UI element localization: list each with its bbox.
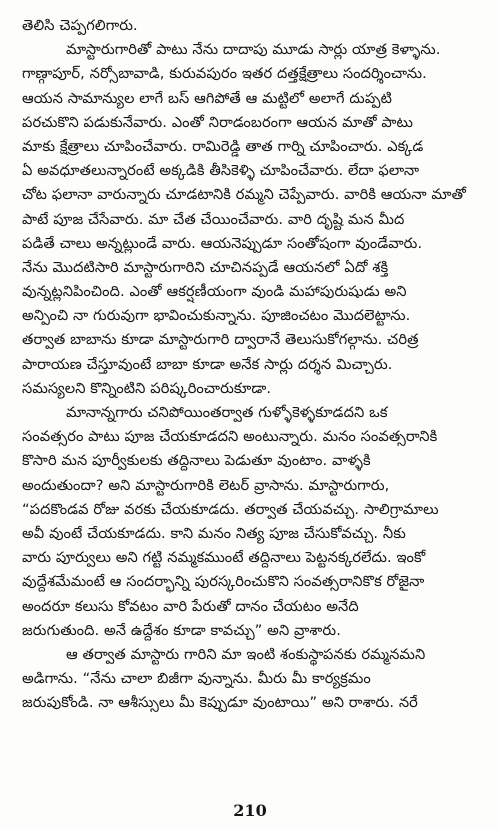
text-line: వారు పూర్వులు అని గట్టి నమ్మకముంటే తద్దినాలు పెట్టనక్కరలేదు. ఇంకో xyxy=(22,549,426,567)
text-line: వున్నట్లనిపించింది. ఎంతో ఆకర్షణీయంగా వుండి మహాపురుషుడు అని xyxy=(22,283,407,301)
text-line: వుద్దేశమేమంటే ఆ సందర్భాన్ని పురస్కరించుకొని సంవత్సరానికొక రోజైనా xyxy=(22,573,425,591)
text-line: అందరూ కలుసు కోవటం వారి పేరుతో దానం చేయటం అనేది xyxy=(22,597,359,615)
page-number: 210 xyxy=(233,801,267,820)
text-line: అన్పించి నా గురువుగా భావించుకున్నాను. పూజించటం మొదలెట్టాను. xyxy=(22,307,411,325)
text-line: తర్వాత బాబాను కూడా మాస్టారుగారి ద్వారానే తెలుసుకోగల్గాను. చరిత్ర xyxy=(22,331,419,349)
text-line: చోట ఫలానా వారున్నారు చూడటానికి రమ్మని చెప్పేవారు. వారికి ఆయనా మాతో xyxy=(22,186,466,204)
text-line: మాస్టారుగారితో పాటు నేను దాదాపు మూడు సార్లు యాత్ర కెళ్ళాను. xyxy=(66,41,441,59)
text-line: సమస్యలని కొన్నింటిని పరిష్కరించారుకూడా. xyxy=(22,379,272,397)
text-line: మానాన్నగారు చనిపోయింతర్వాత గుళ్ళోకెళ్ళకూడదని ఒక xyxy=(66,404,388,421)
text-line: అడిగాను. “నేను చాలా బిజీగా వున్నాను. మీరు మీ కార్యక్రమం xyxy=(22,670,371,688)
text-line: నేను మొదటిసారి మాస్టారుగారిని చూచినప్పడే ఆయనలో ఏదో శక్తి xyxy=(22,258,389,276)
text-line: తెలిసి చెప్పగలిగారు. xyxy=(22,17,138,34)
text-line: సంవత్సరం పాటు పూజ చేయకూడదని అంటున్నారు. మనం సంవత్సరానికి xyxy=(22,428,438,446)
text-line: జరుగుతుంది. అనే ఉద్దేశం కూడా కావచ్చు” అని వ్రాశారు. xyxy=(22,621,341,639)
text-line: అవీ వుంటే చేయకూడదు. కాని మనం నిత్య పూజ చేసుకోవచ్చు. నీకు xyxy=(22,524,406,542)
text-line: గాణ్గాపూర్, నర్సోబావాడి, కురువపురం ఇతర దత్తక్షేత్రాలు సందర్శించాను. xyxy=(22,65,427,83)
body-text xyxy=(22,14,488,715)
text-line: పడితే చాలు అన్నట్లుండే వారు. ఆయనెప్పుడూ సంతోషంగా వుండేవారు. xyxy=(22,234,423,252)
text-line: పాటే పూజ చేసేవారు. మా చేత చేయించేవారు. వారి దృష్టి మన మీద xyxy=(22,210,405,228)
text-line: ఆ తర్వాత మాస్టారు గారిని మా ఇంటి శంకుస్థాపనకు రమ్మనమని xyxy=(66,645,426,663)
text-line: కొసారి మన పూర్వీకులకు తద్దినాలు పెడుతూ వుంటాం. వాళ్ళకి xyxy=(22,452,371,470)
text-line: అందుతుందా? అని మాస్టారుగారికి లెటర్ వ్రాసాను. మాస్టారుగారు, xyxy=(22,476,390,494)
text-line: “పదకొండవ రోజు వరకు చేయకూడదు. తర్వాత చేయవచ్చు. సాలిగ్రామాలు xyxy=(22,500,439,518)
text-line: పారాయణ చేస్తూవుంటే బాబా కూడా అనేక సార్లు దర్శన మిచ్చారు. xyxy=(22,355,393,373)
text-line: ఆయన సామాన్యుల లాగే బస్ ఆగిపోతే ఆ మట్టిలో అలాగే దుప్పటి xyxy=(22,89,392,107)
text-line: పరచుకొని పడుకునేవారు. ఎంతో నిరాడంబరంగా ఆయన మాతో పాటు xyxy=(22,113,413,131)
text-line: జరుపుకోండి. నా ఆశీస్సులు మీ కెప్పుడూ వుంటాయి” అని రాశారు. నరే xyxy=(22,694,418,712)
text-line: మాకు క్షేత్రాలు చూపించేవారు. రామిరెడ్డి తాత గార్ని చూపించారు. ఎక్కడ xyxy=(22,137,424,155)
text-line: ఏ అవధూతలున్నారంటే అక్కడికి తీసికెళ్ళి చూపించేవారు. లేదా ఫలానా xyxy=(22,162,420,180)
